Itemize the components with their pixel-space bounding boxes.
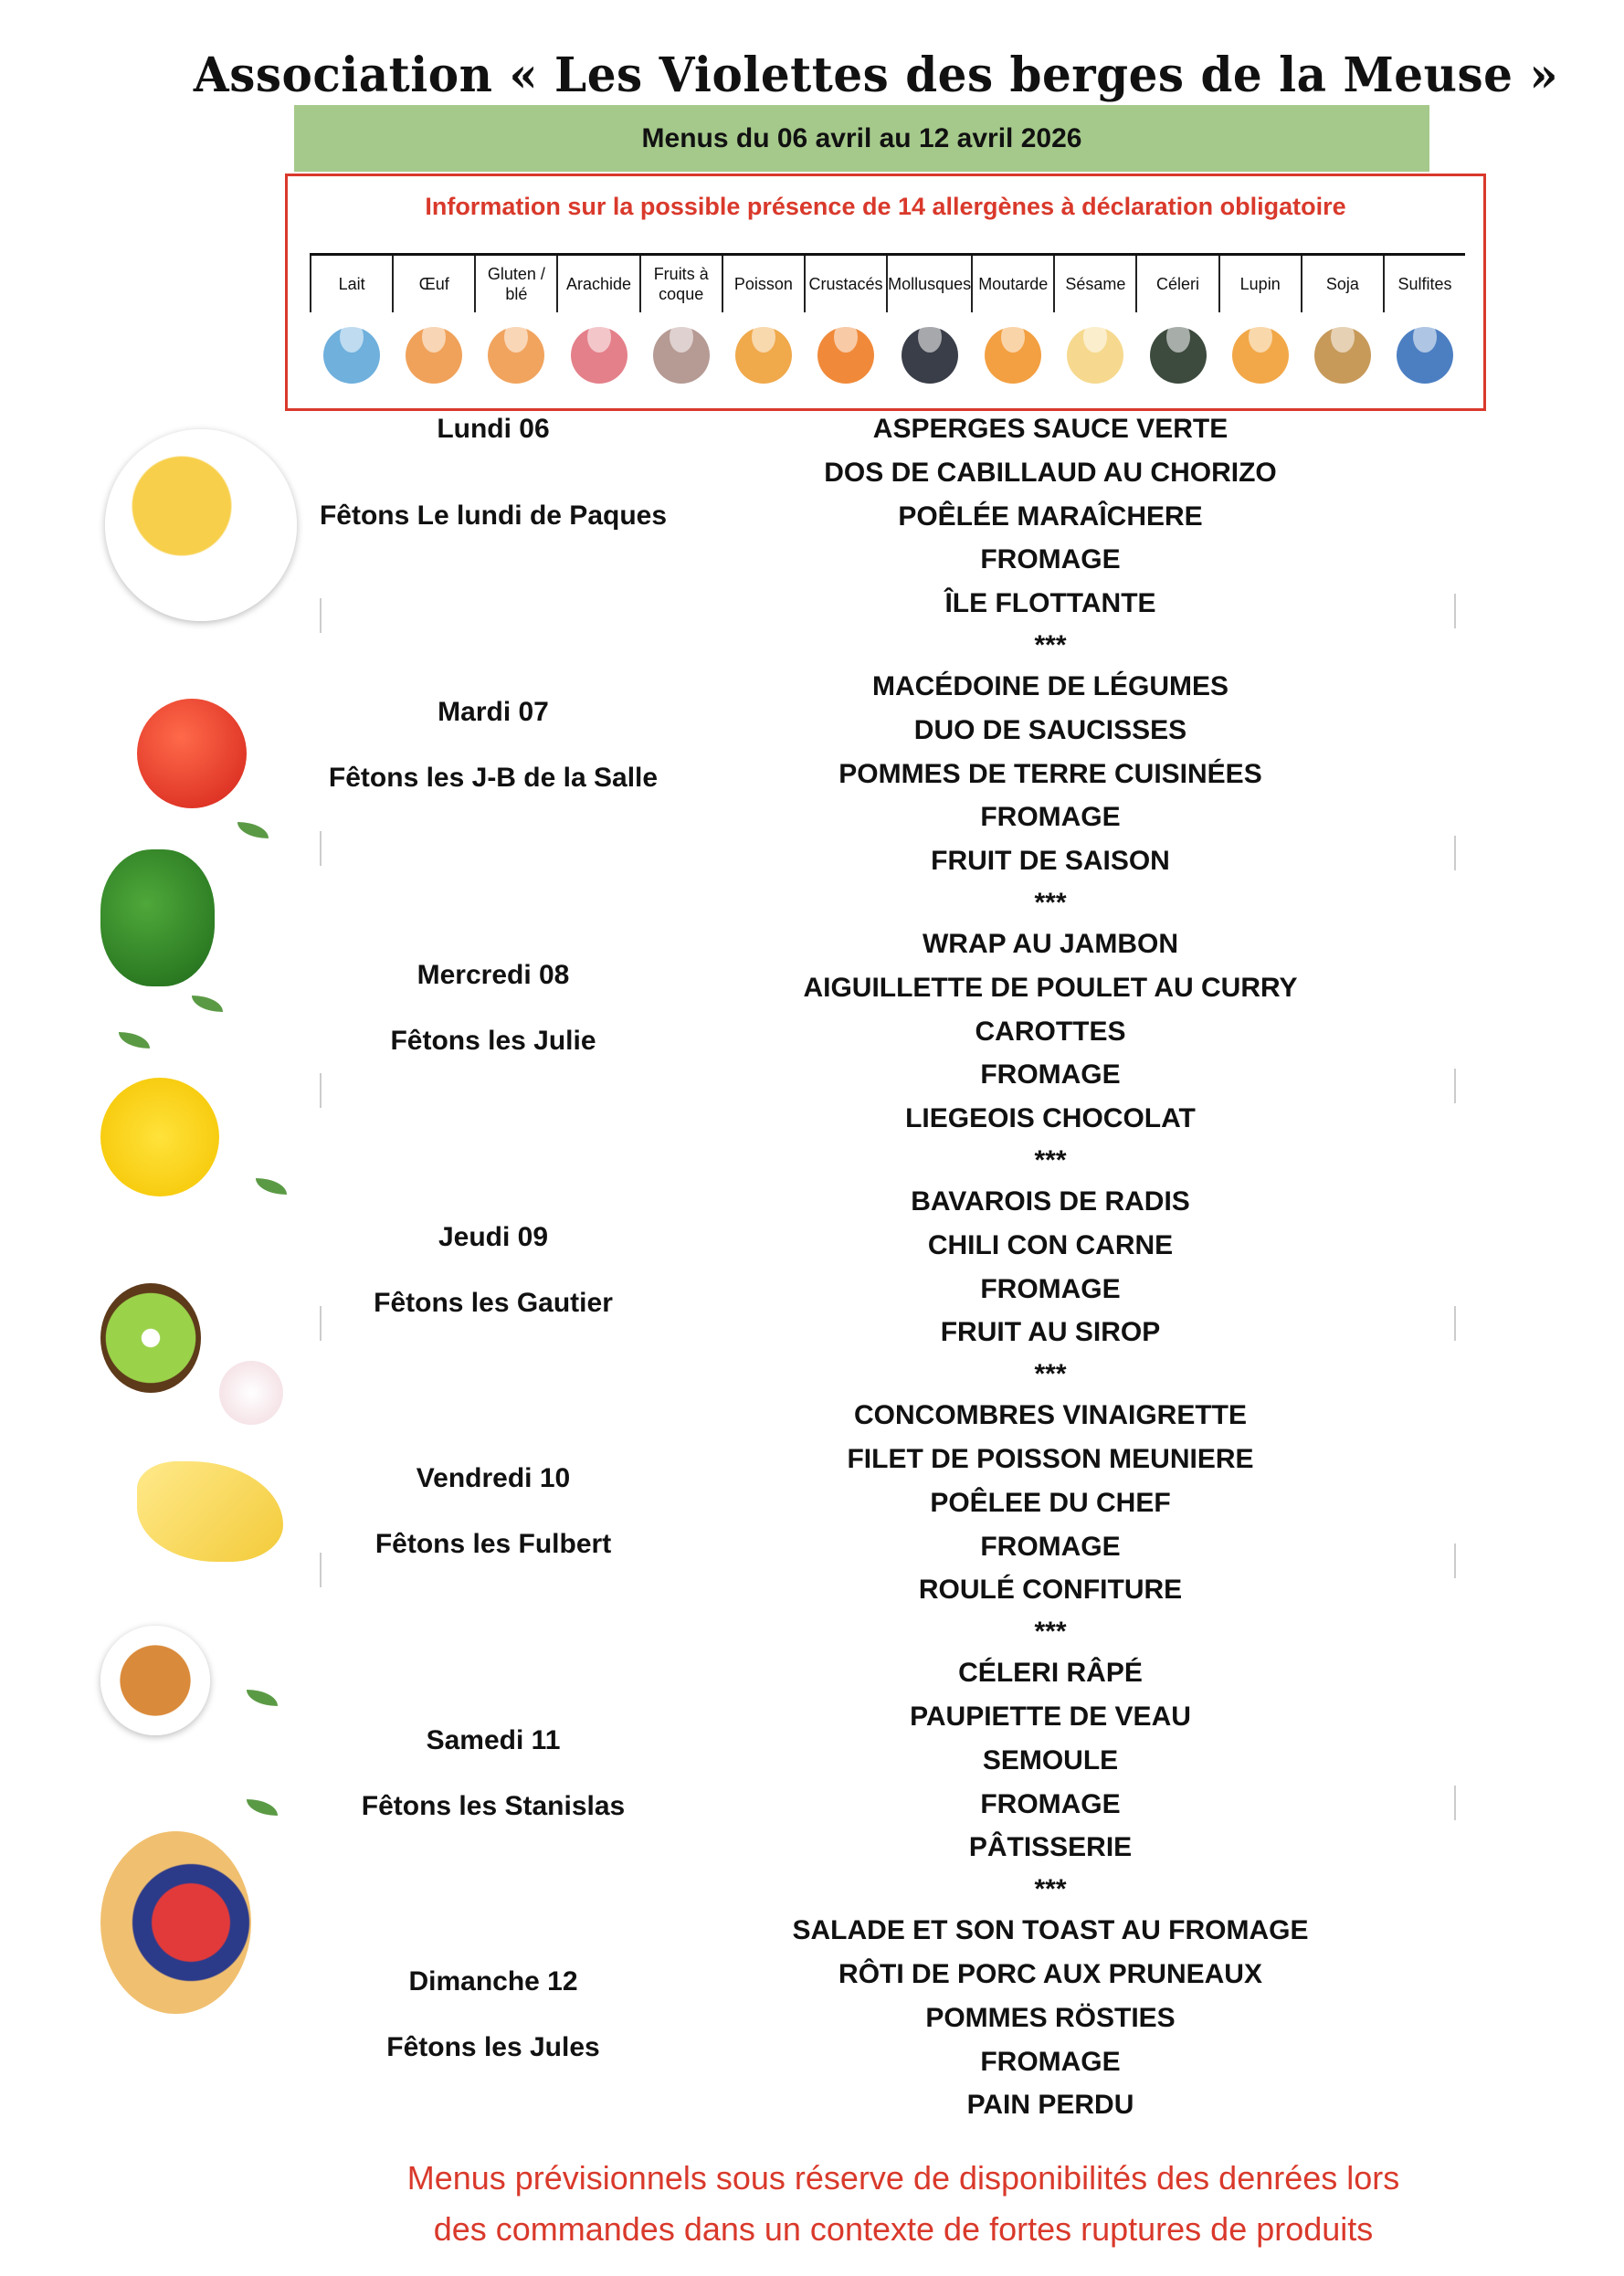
allergen-label: Soja [1302,256,1383,312]
menu-item: FILET DE POISSON MEUNIERE [847,1443,1254,1474]
menu-item: FROMAGE [980,1788,1121,1819]
leaf-icon [237,822,269,838]
menu-item: RÔTI DE PORC AUX PRUNEAUX [838,1958,1262,1989]
menu-item: ROULÉ CONFITURE [918,1575,1183,1606]
mollusc-icon [902,327,958,384]
allergen-table [310,253,1465,391]
menu-item: CAROTTES [975,1016,1126,1047]
divider-tick [320,831,322,866]
allergen-cell [1218,256,1301,391]
menu-separator: *** [1034,629,1067,660]
allergen-info-box [285,174,1486,411]
menu-item: AIGUILLETTE DE POULET AU CURRY [803,972,1298,1003]
allergen-label: Gluten / blé [476,256,556,312]
leaf-icon [256,1178,287,1195]
fruit-tart-icon [100,1831,251,2014]
divider-tick [320,1306,322,1341]
saint-day-text: Fêtons les J-B de la Salle [328,763,659,793]
menu-item: PÂTISSERIE [968,1832,1133,1863]
menu-item: FROMAGE [980,1059,1121,1091]
menu-item: POÊLÉE MARAÎCHERE [898,501,1203,532]
menu-item: CÉLERI RÂPÉ [958,1658,1143,1689]
egg-icon [406,327,462,384]
menu-item: BAVAROIS DE RADIS [911,1185,1190,1217]
peanut-icon [571,327,627,384]
fish-icon [735,327,792,384]
menu-item: FROMAGE [980,802,1121,833]
allergen-cell [556,256,638,391]
day-block [311,1216,676,1325]
allergen-cell [392,256,474,391]
allergen-cell [886,256,971,391]
leaf-icon [247,1799,278,1816]
menu-column [776,407,1324,2127]
mustard-icon [985,327,1041,384]
celery-icon [1150,327,1207,384]
tomato-icon [137,699,247,808]
nuts-icon [653,327,710,384]
onion-icon [219,1361,283,1425]
menu-item: PAUPIETTE DE VEAU [910,1701,1191,1732]
sulfites-stamp-icon [1397,327,1453,384]
leaf-icon [192,996,223,1012]
menu-item: POÊLEE DU CHEF [930,1487,1171,1518]
allergen-label: Céleri [1137,256,1218,312]
footer-disclaimer-line-2: des commandes dans un contexte de fortes ruptures de produits [433,2210,1374,2248]
crustacean-icon [817,327,874,384]
menu-item: FROMAGE [980,544,1121,575]
allergen-label: Sulfites [1385,256,1465,312]
day-name: Jeudi 09 [438,1222,549,1252]
menu-item: MACÉDOINE DE LÉGUMES [871,670,1229,701]
allergen-label: Poisson [723,256,804,312]
menu-item: POMMES DE TERRE CUISINÉES [838,758,1262,789]
allergen-label: Crustacés [806,256,886,312]
saint-day-text: Fêtons les Gautier [374,1288,613,1318]
day-name: Mercredi 08 [417,960,570,990]
allergen-label: Lupin [1220,256,1301,312]
allergen-info-title: Information sur la possible présence de 14 allergènes à déclaration obligatoire [425,193,1346,220]
divider-tick [1454,594,1456,628]
menu-period-banner: Menus du 06 avril au 12 avril 2026 [294,105,1429,172]
lupin-icon [1232,327,1289,384]
day-block [311,954,676,1063]
menu-item: DUO DE SAUCISSES [913,714,1187,745]
divider-tick [320,1073,322,1108]
allergen-cell [722,256,804,391]
menu-item: CONCOMBRES VINAIGRETTE [853,1400,1248,1431]
day-block [311,1960,676,2070]
milk-icon [323,327,380,384]
wheat-bread-icon [488,327,544,384]
orange-juice-icon [100,1078,219,1196]
menu-item: SALADE ET SON TOAST AU FROMAGE [792,1915,1309,1946]
allergen-cell [1053,256,1135,391]
allergen-label: Fruits à coque [641,256,722,312]
allergen-cell [310,256,392,391]
menu-item: WRAP AU JAMBON [922,928,1178,959]
menu-separator: *** [1034,1617,1067,1648]
menu-item: FROMAGE [980,1531,1121,1562]
day-name: Dimanche 12 [408,1966,578,1997]
day-block [311,690,676,800]
menu-item: FROMAGE [980,1273,1121,1304]
allergen-cell [474,256,556,391]
menu-separator: *** [1034,1874,1067,1905]
allergen-cell [1301,256,1383,391]
divider-tick [1454,1306,1456,1341]
pepper-icon [100,849,215,986]
day-name: Lundi 06 [437,414,550,444]
sesame-icon [1067,327,1123,384]
lemon-tart-icon [105,429,297,621]
allergen-cell [1383,256,1465,391]
divider-tick [320,598,322,633]
menu-separator: *** [1034,1359,1067,1390]
allergen-label: Lait [311,256,392,312]
menu-item: ÎLE FLOTTANTE [944,588,1156,619]
allergen-cell [1135,256,1218,391]
menu-separator: *** [1034,1144,1067,1175]
allergen-cell [971,256,1053,391]
day-block [311,1719,676,1828]
saint-day-text: Fêtons Le lundi de Paques [319,501,668,531]
tea-cup-icon [100,1626,210,1735]
day-name: Vendredi 10 [416,1463,571,1493]
menu-item: CHILI CON CARNE [927,1229,1174,1260]
footer-disclaimer-line-1: Menus prévisionnels sous réserve de disponibilités des denrées lors [406,2159,1400,2197]
menu-item: SEMOULE [982,1744,1119,1775]
soy-icon [1314,327,1371,384]
menu-item: ASPERGES SAUCE VERTE [872,414,1229,444]
day-block [311,1457,676,1566]
divider-tick [1454,836,1456,870]
saint-day-text: Fêtons les Stanislas [361,1791,626,1821]
cheese-icon [137,1461,283,1562]
menu-item: LIEGEOIS CHOCOLAT [905,1103,1196,1134]
decorative-food-strip [100,411,311,2028]
association-title: Association « Les Violettes des berges de la Meuse » [193,46,1559,103]
menu-item: POMMES RÖSTIES [925,2002,1176,2033]
day-name: Samedi 11 [426,1725,561,1755]
divider-tick [1454,1069,1456,1103]
menu-item: FRUIT AU SIROP [940,1317,1161,1348]
leaf-icon [247,1690,278,1706]
allergen-label: Arachide [558,256,638,312]
kiwi-icon [100,1283,201,1393]
divider-tick [1454,1544,1456,1578]
allergen-cell [639,256,722,391]
allergen-label: Sésame [1055,256,1135,312]
divider-tick [320,1553,322,1587]
menu-item: FRUIT DE SAISON [931,846,1170,877]
saint-day-text: Fêtons les Jules [386,2032,600,2062]
menu-separator: *** [1034,887,1067,918]
saint-day-text: Fêtons les Julie [390,1026,596,1056]
allergen-label: Moutarde [973,256,1053,312]
allergen-label: Œuf [394,256,474,312]
allergen-cell [804,256,886,391]
menu-item: FROMAGE [980,2046,1121,2077]
menu-item: PAIN PERDU [966,2090,1134,2121]
divider-tick [1454,1786,1456,1820]
allergen-label: Mollusques [888,256,971,312]
day-name: Mardi 07 [438,697,549,727]
saint-day-text: Fêtons les Fulbert [374,1529,612,1559]
menu-item: DOS DE CABILLAUD AU CHORIZO [824,457,1277,488]
day-block [311,407,676,538]
leaf-icon [119,1032,150,1048]
